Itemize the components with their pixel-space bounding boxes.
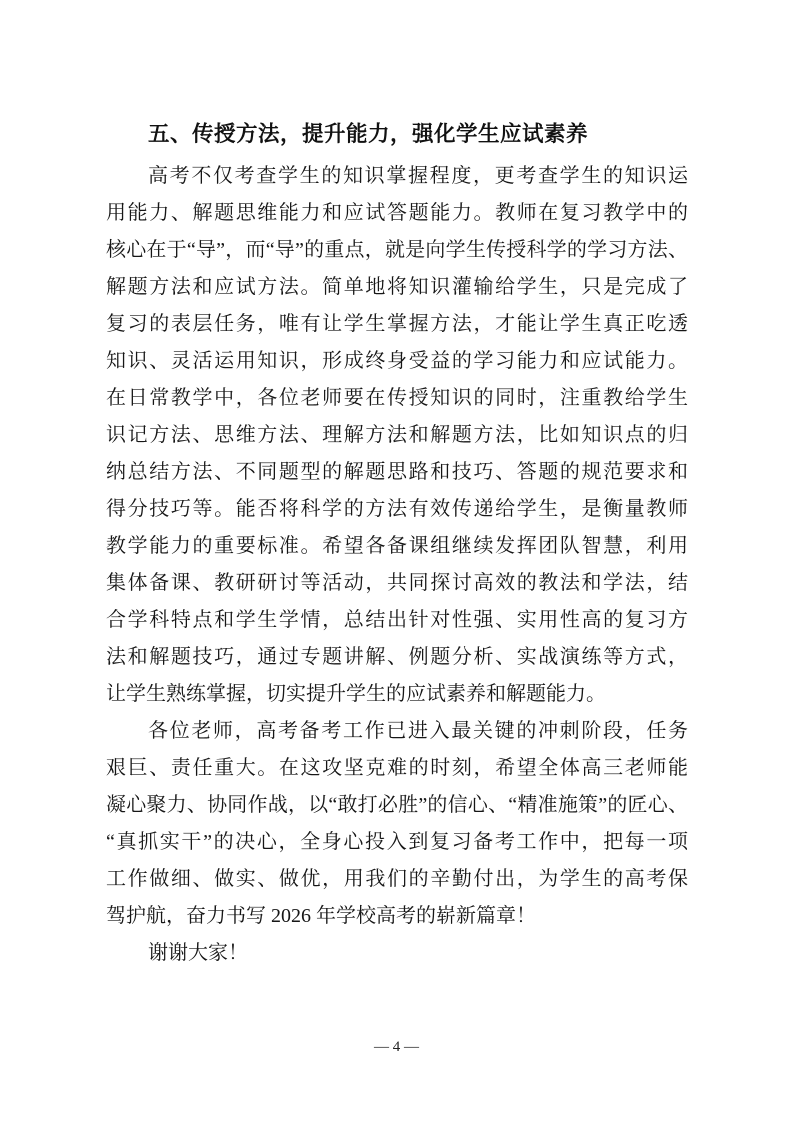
paragraph-line: 得分技巧等。能否将科学的方法有效传递给学生，是衡量教师 bbox=[106, 498, 688, 520]
paragraph-line: 艰巨、责任重大。在这攻坚克难的时刻，希望全体高三老师能 bbox=[106, 757, 688, 779]
page-content bbox=[106, 116, 688, 972]
paragraph-line: 纳总结方法、不同题型的解题思路和技巧、答题的规范要求和 bbox=[106, 461, 688, 483]
paragraph-line: 高考不仅考查学生的知识掌握程度，更考查学生的知识运 bbox=[148, 165, 688, 187]
paragraph-line: 工作做细、做实、做优，用我们的辛勤付出，为学生的高考保 bbox=[106, 868, 688, 890]
paragraph-line: 各位老师，高考备考工作已进入最关键的冲刺阶段，任务 bbox=[148, 720, 688, 742]
paragraph-line: 解题方法和应试方法。简单地将知识灌输给学生，只是完成了 bbox=[106, 276, 688, 298]
paragraph-line: 合学科特点和学生学情，总结出针对性强、实用性高的复习方 bbox=[106, 609, 688, 631]
paragraph-line: 让学生熟练掌握，切实提升学生的应试素养和解题能力。 bbox=[106, 683, 606, 705]
body-paragraph bbox=[106, 713, 688, 935]
section-heading: 五、传授方法，提升能力，强化学生应试素养 bbox=[148, 122, 589, 147]
paragraph-line: 复习的表层任务，唯有让学生掌握方法，才能让学生真正吃透 bbox=[106, 313, 688, 335]
paragraph-line: 用能力、解题思维能力和应试答题能力。教师在复习教学中的 bbox=[106, 202, 688, 224]
paragraph-line: 教学能力的重要标准。希望各备课组继续发挥团队智慧，利用 bbox=[106, 535, 688, 557]
paragraph-line: 知识、灵活运用知识，形成终身受益的学习能力和应试能力。 bbox=[106, 350, 688, 372]
paragraph-line: 驾护航，奋力书写 2026 年学校高考的崭新篇章！ bbox=[106, 905, 536, 927]
paragraph-line: 谢谢大家！ bbox=[148, 942, 248, 964]
body-paragraph bbox=[106, 158, 688, 713]
paragraph-line: 核心在于“导”，而“导”的重点，就是向学生传授科学的学习方法、 bbox=[106, 239, 688, 261]
page-number: — 4 — bbox=[374, 1039, 419, 1055]
paragraph-line: 法和解题技巧，通过专题讲解、例题分析、实战演练等方式， bbox=[106, 646, 688, 668]
paragraph-line: 凝心聚力、协同作战，以“敢打必胜”的信心、“精准施策”的匠心、 bbox=[106, 794, 688, 816]
paragraph-line: 识记方法、思维方法、理解方法和解题方法，比如知识点的归 bbox=[106, 424, 688, 446]
paragraph-line: 在日常教学中，各位老师要在传授知识的同时，注重教给学生 bbox=[106, 387, 688, 409]
paragraph-line: “真抓实干”的决心，全身心投入到复习备考工作中，把每一项 bbox=[106, 831, 688, 853]
closing-paragraph bbox=[106, 935, 688, 972]
paragraph-line: 集体备课、教研研讨等活动，共同探讨高效的教法和学法，结 bbox=[106, 572, 688, 594]
